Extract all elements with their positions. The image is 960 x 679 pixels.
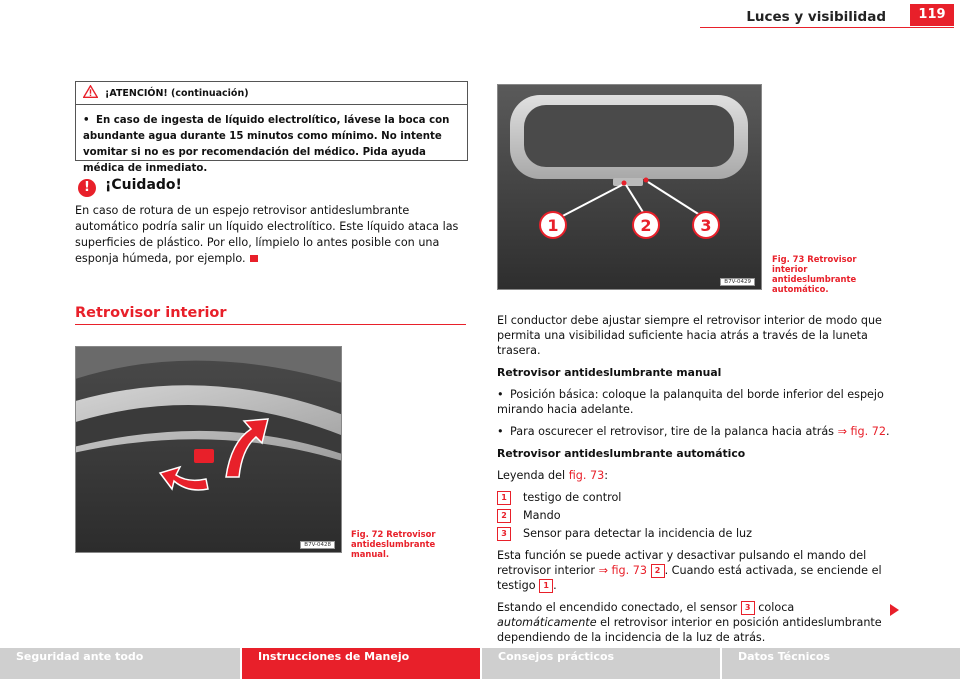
intro-paragraph: El conductor debe ajustar siempre el retrovisor interior de modo que permita una visibilidad suficiente hacia atrás a través de la luneta trasera. xyxy=(497,314,882,357)
figure-73-code: B7V-0429 xyxy=(720,278,755,286)
header-title: Luces y visibilidad xyxy=(746,9,886,25)
legend-number: 3 xyxy=(497,527,511,541)
function-text-a: Esta función se puede activar y desactivar pulsando el mando del retrovisor interior xyxy=(497,549,867,577)
manual-bullet-1-text: Posición básica: coloque la palanquita del borde inferior del espejo mirando hacia adelante. xyxy=(497,388,884,416)
figure-73-image xyxy=(497,84,762,290)
caution-text: En caso de rotura de un espejo retrovisor antideslumbrante automático podría salir un líquido electrolítico. Este líquido ataca las superficies de plástico. Por ello, límpielo lo antes posible con una esponja húmeda, por ejemplo. xyxy=(75,204,459,265)
body-text-column xyxy=(497,313,897,652)
manual-heading: Retrovisor antideslumbrante manual xyxy=(497,366,722,379)
legend-text: Sensor para detectar la incidencia de luz xyxy=(523,527,753,540)
section-rule xyxy=(75,324,466,325)
sensor-emphasis: automáticamente xyxy=(497,616,597,629)
caution-icon: ! xyxy=(78,179,96,197)
bullet-glyph: • xyxy=(497,388,504,401)
warning-bullet: • xyxy=(83,115,90,126)
inline-number-badge: 2 xyxy=(651,564,665,578)
caution-title: ¡Cuidado! xyxy=(105,177,182,193)
callout-1: 1 xyxy=(547,216,559,235)
sensor-paragraph xyxy=(497,600,897,645)
footer-tab-seguridad[interactable]: Seguridad ante todo xyxy=(0,648,240,679)
caution-text-block xyxy=(75,203,470,267)
warning-text-block xyxy=(76,105,467,177)
manual-bullet-1 xyxy=(497,387,897,417)
warning-heading: ¡ATENCIÓN! (continuación) xyxy=(105,87,249,99)
fig-72-link[interactable]: ⇒ fig. 72 xyxy=(837,425,886,438)
warning-triangle-icon xyxy=(83,85,98,101)
footer-tab-instrucciones[interactable]: Instrucciones de Manejo xyxy=(240,648,480,679)
legend-text: Mando xyxy=(523,509,561,522)
figure-72-image xyxy=(75,346,342,553)
sensor-text-a: Estando el encendido conectado, el sensor xyxy=(497,601,738,614)
fig-73-link[interactable]: ⇒ fig. 73 xyxy=(598,564,647,577)
legend-text: testigo de control xyxy=(523,491,622,504)
end-of-section-marker xyxy=(250,255,258,262)
manual-bullet-2-text: Para oscurecer el retrovisor, tire de la palanca hacia atrás xyxy=(510,425,834,438)
section-title: Retrovisor interior xyxy=(75,305,227,321)
legend-item xyxy=(497,508,897,523)
figure-72-caption: Fig. 72 Retrovisor antideslumbrante manual. xyxy=(351,529,436,559)
footer-nav xyxy=(0,648,960,679)
warning-box xyxy=(75,81,468,174)
bullet-glyph: • xyxy=(497,425,504,438)
legend-intro: Leyenda del xyxy=(497,469,566,482)
fig-73-legend-link[interactable]: fig. 73 xyxy=(568,469,605,482)
legend-item xyxy=(497,526,897,541)
manual-bullet-2: • Para oscurecer el retrovisor, tire de la palanca hacia atrás ⇒ fig. 72. xyxy=(497,425,890,438)
legend-number: 1 xyxy=(497,491,511,505)
page-number: 119 xyxy=(910,4,954,26)
inline-number-badge: 3 xyxy=(741,601,755,615)
footer-tab-consejos[interactable]: Consejos prácticos xyxy=(480,648,720,679)
legend-number: 2 xyxy=(497,509,511,523)
header-rule xyxy=(700,27,954,28)
callout-2: 2 xyxy=(640,216,652,235)
footer-tab-datos[interactable]: Datos Técnicos xyxy=(720,648,960,679)
warning-heading-row xyxy=(76,82,467,105)
legend-list xyxy=(497,490,897,541)
legend-item xyxy=(497,490,897,505)
sensor-text-b: coloca xyxy=(758,601,795,614)
sensor-text-c: el retrovisor interior en posición antideslumbrante dependiendo de la incidencia de la luz de atrás. xyxy=(497,616,882,644)
function-text-b: . Cuando está activada, se enciende el testigo xyxy=(497,564,882,592)
function-paragraph: Esta función se puede activar y desactivar pulsando el mando del retrovisor interior ⇒ fig. 73 2 . Cuando está activada, se enciende el testigo 1 . xyxy=(497,549,882,592)
caution-title-row xyxy=(78,177,182,197)
next-page-arrow-icon[interactable] xyxy=(890,604,899,616)
figure-73-caption: Fig. 73 Retrovisor interior antideslumbrante automático. xyxy=(772,254,857,294)
figure-72-code: B7V-0428 xyxy=(300,541,335,549)
callout-3: 3 xyxy=(700,216,712,235)
inline-number-badge: 1 xyxy=(539,579,553,593)
auto-heading: Retrovisor antideslumbrante automático xyxy=(497,447,746,460)
legend-intro-line: Leyenda del fig. 73: xyxy=(497,469,608,482)
warning-text: En caso de ingesta de líquido electrolítico, lávese la boca con abundante agua durante 15 minutos como mínimo. No intente vomitar si no es por recomendación del médico. Pida ayuda médica de inmediato. xyxy=(83,115,450,174)
